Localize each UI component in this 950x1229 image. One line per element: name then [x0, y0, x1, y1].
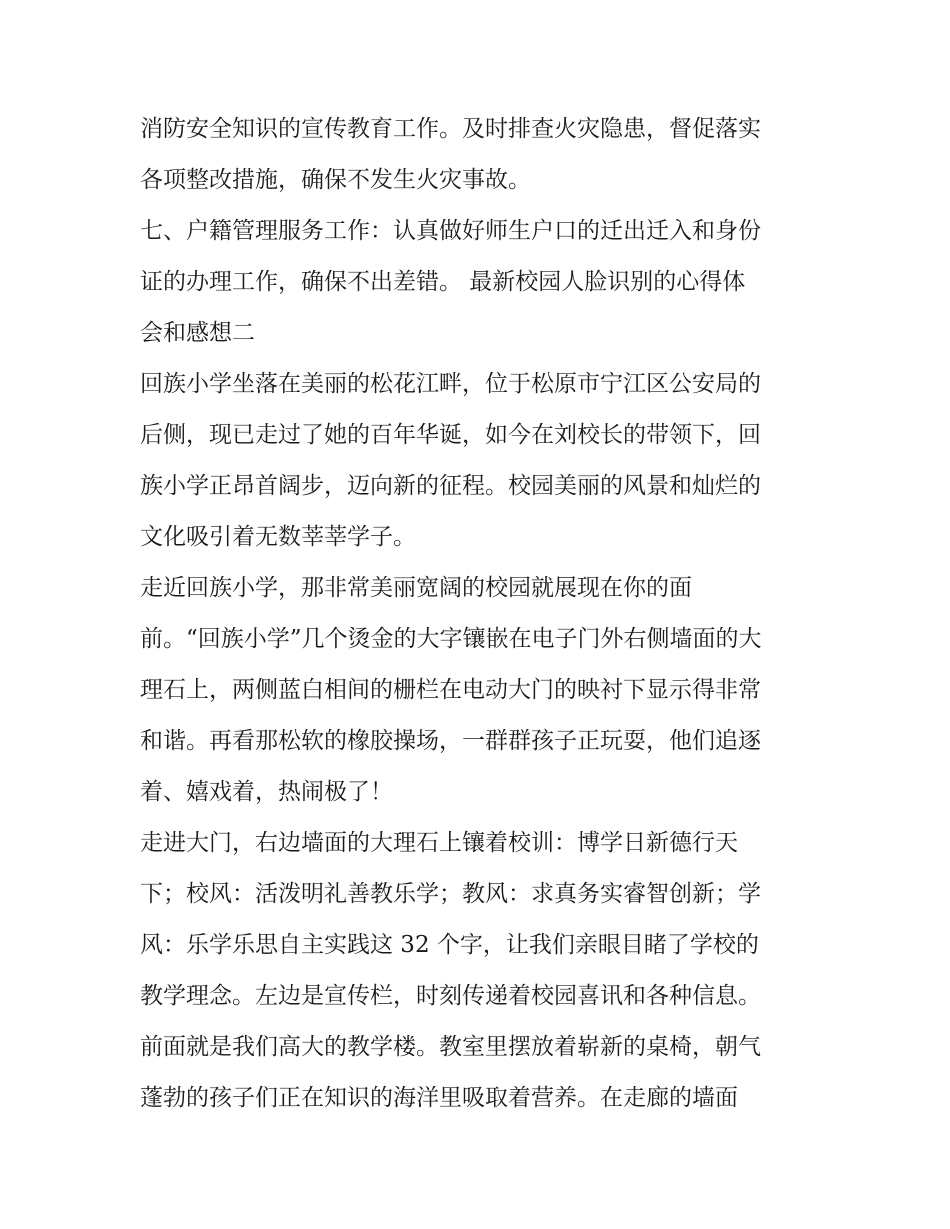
text-line: 前。“回族小学”几个烫金的大字镶嵌在电子门外右侧墙面的大: [140, 626, 762, 652]
text-line: 走进大门，右边墙面的大理石上镶着校训：博学日新德行天: [140, 830, 738, 856]
text-line: 会和感想二: [140, 320, 255, 346]
text-line: 消防安全知识的宣传教育工作。及时排查火灾隐患，督促落实: [140, 116, 761, 142]
text-line: 族小学正昂首阔步，迈向新的征程。校园美丽的风景和灿烂的: [140, 473, 761, 499]
text-line: 后侧，现已走过了她的百年华诞，如今在刘校长的带领下，回: [140, 422, 761, 448]
text-line: 走近回族小学，那非常美丽宽阔的校园就展现在你的面: [140, 575, 692, 601]
text-line: 着、嬉戏着，热闹极了！: [140, 779, 393, 805]
text-line: 下；校风：活泼明礼善教乐学；教风：求真务实睿智创新；学: [140, 881, 761, 907]
text-line: 理石上，两侧蓝白相间的栅栏在电动大门的映衬下显示得非常: [140, 677, 761, 703]
text-line: 文化吸引着无数莘莘学子。: [140, 524, 416, 550]
text-line: 和谐。再看那松软的橡胶操场，一群群孩子正玩耍，他们追逐: [140, 728, 761, 754]
text-line: 证的办理工作，确保不出差错。 最新校园人脸识别的心得体: [140, 269, 746, 295]
text-line: 七、户籍管理服务工作：认真做好师生户口的迁出迁入和身份: [140, 218, 761, 244]
text-line: 前面就是我们高大的教学楼。教室里摆放着崭新的桌椅，朝气: [140, 1034, 761, 1060]
body-text: [140, 104, 820, 1124]
text-line: 回族小学坐落在美丽的松花江畔，位于松原市宁江区公安局的: [140, 371, 761, 397]
text-line: 教学理念。左边是宣传栏，时刻传递着校园喜讯和各种信息。: [140, 983, 761, 1009]
text-line: 蓬勃的孩子们正在知识的海洋里吸取着营养。在走廊的墙面: [140, 1085, 738, 1111]
text-line: 风：乐学乐思自主实践这 32 个字，让我们亲眼目睹了学校的: [140, 932, 759, 958]
text-line: 各项整改措施，确保不发生火灾事故。: [140, 167, 531, 193]
